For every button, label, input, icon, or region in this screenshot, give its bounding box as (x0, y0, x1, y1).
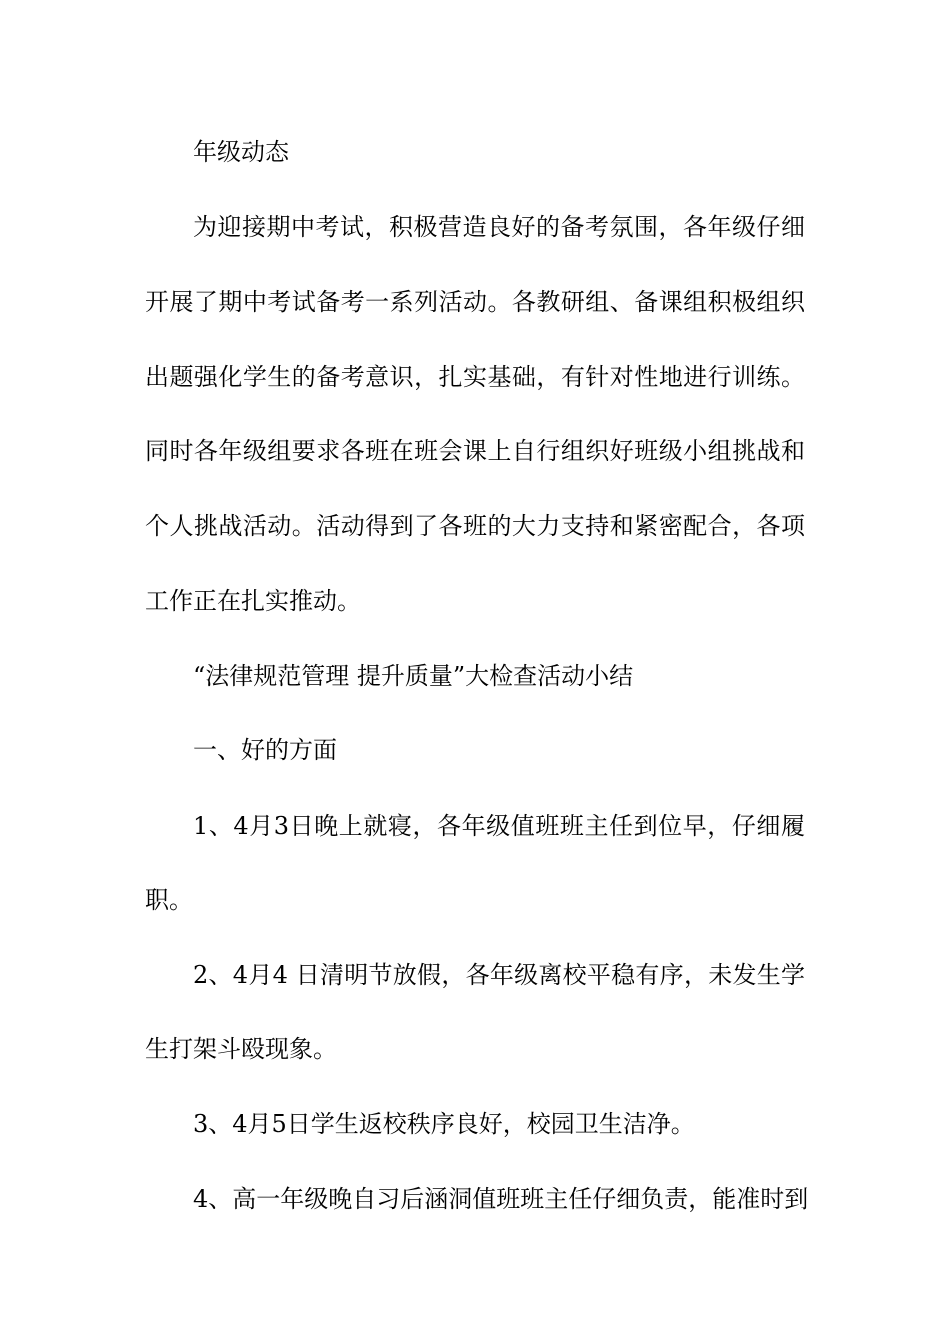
list-item-line: 职。 (145, 886, 193, 914)
paragraph-line: 工作正在扎实推动。 (145, 587, 361, 615)
list-item-line: 2、4月4 日清明节放假，各年级离校平稳有序，未发生学 (193, 961, 805, 989)
list-item-line: 生打架斗殴现象。 (145, 1035, 337, 1063)
list-item-line: 4、高一年级晚自习后涵洞值班班主任仔细负责，能准时到 (193, 1185, 809, 1213)
list-item-line: 3、4月5日学生返校秩序良好，校园卫生洁净。 (193, 1110, 695, 1138)
section-heading-inspection-summary: “法律规范管理 提升质量”大检查活动小结 (193, 662, 634, 690)
subsection-title-good-aspects: 一、好的方面 (193, 736, 337, 764)
list-item-line: 1、4月3日晚上就寝，各年级值班班主任到位早，仔细履 (193, 812, 805, 840)
paragraph-line: 开展了期中考试备考一系列活动。各教研组、备课组积极组织 (145, 288, 805, 316)
paragraph-line: 同时各年级组要求各班在班会课上自行组织好班级小组挑战和 (145, 437, 805, 465)
paragraph-line: 个人挑战活动。活动得到了各班的大力支持和紧密配合，各项 (145, 512, 805, 540)
section-heading-grade-news: 年级动态 (193, 138, 289, 166)
paragraph-line: 出题强化学生的备考意识，扎实基础，有针对性地进行训练。 (145, 363, 805, 391)
paragraph-line: 为迎接期中考试，积极营造良好的备考氛围，各年级仔细 (193, 213, 805, 241)
